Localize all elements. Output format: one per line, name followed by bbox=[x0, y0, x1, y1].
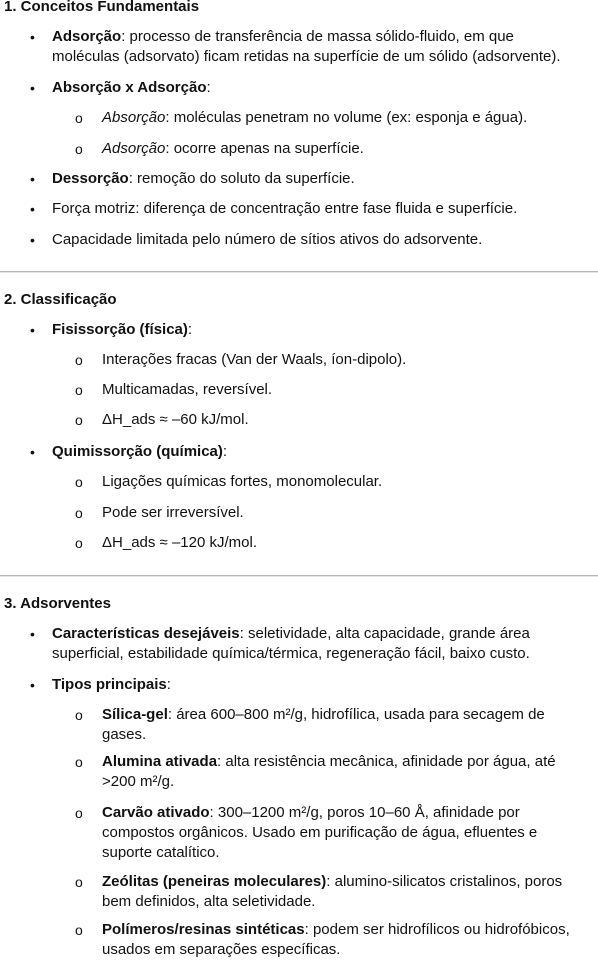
sub-item bbox=[0, 803, 598, 863]
section-title: 2. Classificação bbox=[4, 291, 117, 308]
item-text: : bbox=[166, 676, 171, 693]
sub-item bbox=[0, 380, 598, 400]
term: Absorção x Adsorção bbox=[52, 79, 207, 96]
sub-item bbox=[0, 752, 598, 792]
sub-item bbox=[0, 410, 598, 430]
item-text: : 300–1200 m²/g, poros 10–60 Å, afinidade por compostos orgânicos. Usado em purificação de água, efluentes e suporte catalítico. bbox=[102, 804, 538, 861]
term: Dessorção bbox=[52, 170, 129, 187]
item-text: Pode ser irreversível. bbox=[102, 504, 244, 521]
item-text: : remoção do soluto da superfície. bbox=[128, 170, 355, 187]
item-text: : alumino-silicatos cristalinos, poros bem definidos, alta seletividade. bbox=[102, 873, 563, 910]
sub-item bbox=[0, 503, 598, 523]
term: Alumina ativada bbox=[102, 753, 218, 770]
term: Polímeros/resinas sintéticas bbox=[102, 921, 305, 938]
item-text: Interações fracas (Van der Waals, íon-dipolo). bbox=[102, 351, 407, 368]
item-text: : alta resistência mecânica, afinidade por água, até >200 m²/g. bbox=[102, 753, 556, 790]
item-text: : podem ser hidrofílicos ou hidrofóbicos, usados em separações específicas. bbox=[102, 921, 570, 958]
list-item bbox=[0, 169, 598, 189]
list-item bbox=[0, 320, 598, 340]
sub-item bbox=[0, 872, 598, 912]
item-text: : ocorre apenas na superfície. bbox=[165, 140, 364, 157]
term: Absorção bbox=[102, 109, 166, 126]
item-text: : área 600–800 m²/g, hidrofílica, usada para secagem de gases. bbox=[102, 706, 545, 743]
item-text: : bbox=[187, 321, 193, 338]
term: Tipos principais bbox=[52, 676, 167, 693]
item-text: : bbox=[222, 443, 228, 460]
list-item bbox=[0, 199, 598, 219]
item-text: ΔH_ads ≈ –120 kJ/mol. bbox=[102, 534, 257, 551]
section-title: 1. Conceitos Fundamentais bbox=[4, 0, 200, 15]
item-text: Capacidade limitada pelo número de sítios ativos do adsorvente. bbox=[52, 231, 483, 248]
term: Adsorção bbox=[102, 140, 166, 157]
list-item bbox=[0, 442, 598, 462]
sub-item bbox=[0, 472, 598, 492]
item-text: : seletividade, alta capacidade, grande área superficial, estabilidade química/térmica, regeneração fácil, baixo custo. bbox=[52, 625, 530, 662]
item-text: : processo de transferência de massa sólido-fluido, em que moléculas (adsorvato) ficam retidas na superfície de um sólido (adsorvente). bbox=[52, 28, 561, 65]
sub-item bbox=[0, 705, 598, 745]
list-item bbox=[0, 624, 598, 664]
list-item bbox=[0, 78, 598, 98]
item-text: : moléculas penetram no volume (ex: esponja e água). bbox=[165, 109, 528, 126]
term: Fisissorção (física) bbox=[52, 321, 188, 338]
term: Quimissorção (química) bbox=[52, 443, 223, 460]
term: Adsorção bbox=[52, 28, 122, 45]
sub-item bbox=[0, 350, 598, 370]
sub-item bbox=[0, 533, 598, 553]
item-text: Ligações químicas fortes, monomolecular. bbox=[102, 473, 383, 490]
sub-item bbox=[0, 108, 598, 128]
divider bbox=[0, 271, 598, 272]
term: Zeólitas (peneiras moleculares) bbox=[102, 873, 327, 890]
section-title: 3. Adsorventes bbox=[4, 595, 111, 612]
item-text: ΔH_ads ≈ –60 kJ/mol. bbox=[102, 411, 249, 428]
sub-item bbox=[0, 139, 598, 159]
item-text: Força motriz: diferença de concentração entre fase fluida e superfície. bbox=[52, 200, 518, 217]
list-item bbox=[0, 675, 598, 695]
term: Características desejáveis bbox=[52, 625, 240, 642]
sub-item bbox=[0, 920, 598, 960]
divider bbox=[0, 575, 598, 576]
term: Sílica-gel bbox=[102, 706, 168, 723]
term: Carvão ativado bbox=[102, 804, 210, 821]
item-text: Multicamadas, reversível. bbox=[102, 381, 273, 398]
list-item bbox=[0, 230, 598, 250]
list-item bbox=[0, 27, 598, 67]
item-text: : bbox=[206, 79, 211, 96]
